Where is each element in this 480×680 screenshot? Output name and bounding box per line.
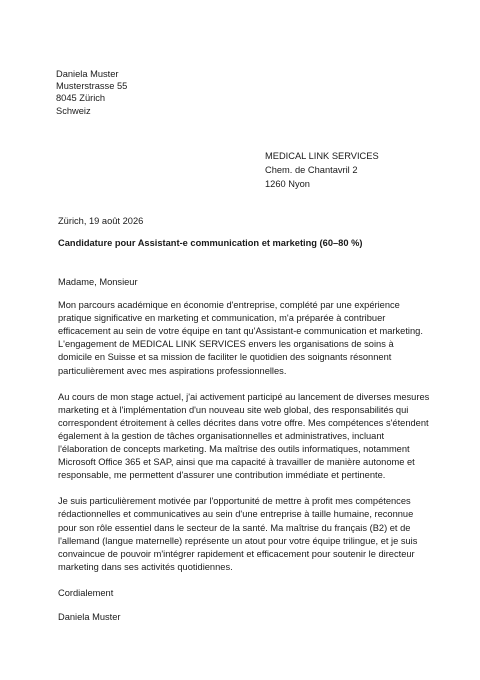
paragraph-experience: Au cours de mon stage actuel, j'ai activement participé au lancement de diverses mesures marketing et à l'implémentation d'un nouveau site web global, des responsabilités qui correspondent étroitement à celles décrites dans votre offre. Mes compétences s'étendent également à la gestion de tâches organisationnelles et administratives, incluant l'élaboration de concepts marketing. Ma maîtrise des outils informatiques, notamment Microsoft Office 365 et SAP, ainsi que ma capacité à travailler de manière autonome et responsable, me permettent d'assurer une contribution immédiate et pertinente. xyxy=(58,391,430,481)
letter-body xyxy=(58,276,430,624)
recipient-address xyxy=(265,149,379,192)
sender-country: Schweiz xyxy=(56,105,91,116)
sender-address xyxy=(56,68,127,117)
sender-name: Daniela Muster xyxy=(56,69,119,79)
salutation: Madame, Monsieur xyxy=(58,277,138,287)
paragraph-intro: Mon parcours académique en économie d'entreprise, complété par une expérience pratique significative en marketing et communication, m'a préparée à contribuer efficacement au sein de votre équipe en tant qu'Assistant-e communication et marketing. L'engagement de MEDICAL LINK SERVICES envers les organisations de soins à domicile en Suisse et sa mission de faciliter le quotidien des soignants résonnent particulièrement avec mes aspirations professionnelles. xyxy=(58,300,423,376)
letter-date: Zürich, 19 août 2026 xyxy=(58,216,144,226)
closing: Cordialement xyxy=(58,587,114,598)
sender-city: 8045 Zürich xyxy=(56,93,106,104)
paragraph-motivation: Je suis particulièrement motivée par l'opportunité de mettre à profit mes compétences rédactionnelles et communicatives au sein d'une entreprise à taille humaine, reconnue pour son rôle essentiel dans le secteur de la santé. Ma maîtrise du français (B2) et de l'allemand (langue maternelle) représente un atout pour votre équipe trilingue, et je suis convaincue de pouvoir m'intégrer rapidement et efficacement pour soutenir le directeur marketing dans ses activités quotidiennes. xyxy=(58,496,418,572)
recipient-city: 1260 Nyon xyxy=(265,179,310,190)
letter-subject: Candidature pour Assistant-e communication et marketing (60–80 %) xyxy=(58,238,363,248)
sender-street: Musterstrasse 55 xyxy=(56,81,128,92)
signature: Daniela Muster xyxy=(58,611,121,622)
recipient-company: MEDICAL LINK SERVICES xyxy=(265,151,379,161)
recipient-street: Chem. de Chantavril 2 xyxy=(265,165,358,176)
